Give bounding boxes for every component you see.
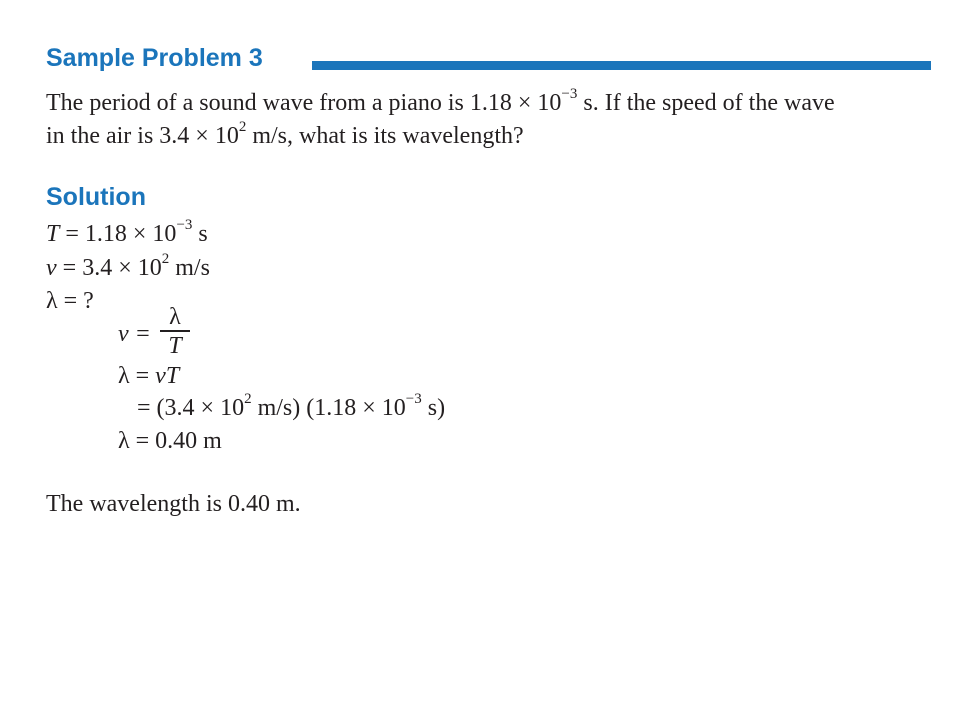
step-rearranged: λ = vT (118, 363, 180, 389)
solution-heading: Solution (46, 183, 146, 211)
fraction-denominator: T (168, 333, 182, 359)
page-title: Sample Problem 3 (46, 44, 263, 72)
formula-fraction (160, 305, 190, 358)
step-result: λ = 0.40 m (118, 428, 222, 454)
given-speed: $v = 3.4 \times 10^2$ m/s (46, 251, 210, 281)
fraction-bar (160, 330, 190, 332)
step-substituted: = ($3.4 \times 10^2$ m/s) ($1.18 \times 10^{-3}$ s) (137, 391, 446, 421)
given-period: $T = 1.18 \times 10^{-3}$ s (46, 217, 208, 247)
formula-lhs: v = (118, 321, 151, 347)
conclusion-text: The wavelength is 0.40 m. (46, 491, 301, 517)
given-wavelength-unknown: λ = ? (46, 288, 94, 314)
fraction-numerator: λ (169, 304, 181, 330)
title-rule (312, 61, 931, 70)
problem-line-2: in the air is $3.4 \times 10^2$ m/s, what is its wavelength? (46, 119, 524, 149)
problem-line-1: The period of a sound wave from a piano is $1.18 \times 10^{-3}$ s. If the speed of the wave (46, 86, 835, 116)
